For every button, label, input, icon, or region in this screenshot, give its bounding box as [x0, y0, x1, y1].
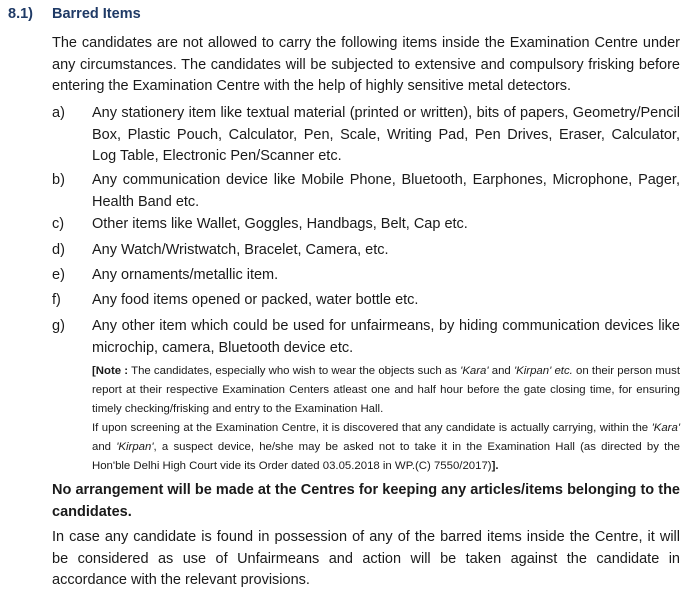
list-item-label: d) [52, 242, 65, 258]
list-item-label: f) [52, 292, 61, 308]
note-paragraph: If upon screening at the Examination Centre, it is discovered that any candidate is actually carrying, within the 'Kara' and 'Kirpan', a suspect device, he/she may be asked not to take it in the Examination Hall (as directed by the Hon'ble Delhi High Court vide its Order dated 03.05.2018 in WP.(C) 7550/2017)]. [92, 422, 680, 472]
list-item-label: c) [52, 216, 65, 232]
list-item-text: Any food items opened or packed, water bottle etc. [92, 292, 419, 308]
no-arrangement-notice: No arrangement will be made at the Centres for keeping any articles/items belonging to the candidates. [52, 482, 680, 520]
section-number: 8.1) [8, 6, 33, 22]
list-item-text: Any Watch/Wristwatch, Bracelet, Camera, etc. [92, 242, 389, 258]
closing-paragraph: In case any candidate is found in possession of any of the barred items inside the Centre, it will be considered as use of Unfairmeans and action will be taken against the candidate in accordance with the relevant provisions. [52, 529, 680, 588]
list-item-text: Any stationery item like textual material (printed or written), bits of papers, Geometry/Pencil Box, Plastic Pouch, Calculator, Pen, Scale, Writing Pad, Pen Drives, Eraser, Calculator, Log Table, Electronic Pen/Scanner etc. [92, 105, 680, 164]
list-item-label: e) [52, 267, 65, 283]
list-item-text: Any other item which could be used for unfairmeans, by hiding communication devices like microchip, camera, Bluetooth device etc. [92, 318, 680, 356]
list-item-label: g) [52, 318, 65, 334]
list-item-text: Other items like Wallet, Goggles, Handbags, Belt, Cap etc. [92, 216, 468, 232]
note-paragraph: [Note : The candidates, especially who wish to wear the objects such as 'Kara' and 'Kirpan' etc. on their person must report at their respective Examination Centers atleast one and half hour before the gate closing time, for ensuring timely checking/frisking and entry to the Examination Hall. [92, 365, 680, 415]
list-item-text: Any communication device like Mobile Phone, Bluetooth, Earphones, Microphone, Pager, Health Band etc. [92, 172, 680, 210]
note-label: [Note : [92, 365, 129, 377]
list-item-label: b) [52, 172, 65, 188]
list-item-text: Any ornaments/metallic item. [92, 267, 279, 283]
section-title: Barred Items [52, 6, 141, 22]
intro-paragraph: The candidates are not allowed to carry the following items inside the Examination Centre under any circumstances. The candidates will be subjected to extensive and compulsory frisking before entering the Examination Centre with the help of highly sensitive metal detectors. [52, 35, 680, 94]
list-item-label: a) [52, 105, 65, 121]
